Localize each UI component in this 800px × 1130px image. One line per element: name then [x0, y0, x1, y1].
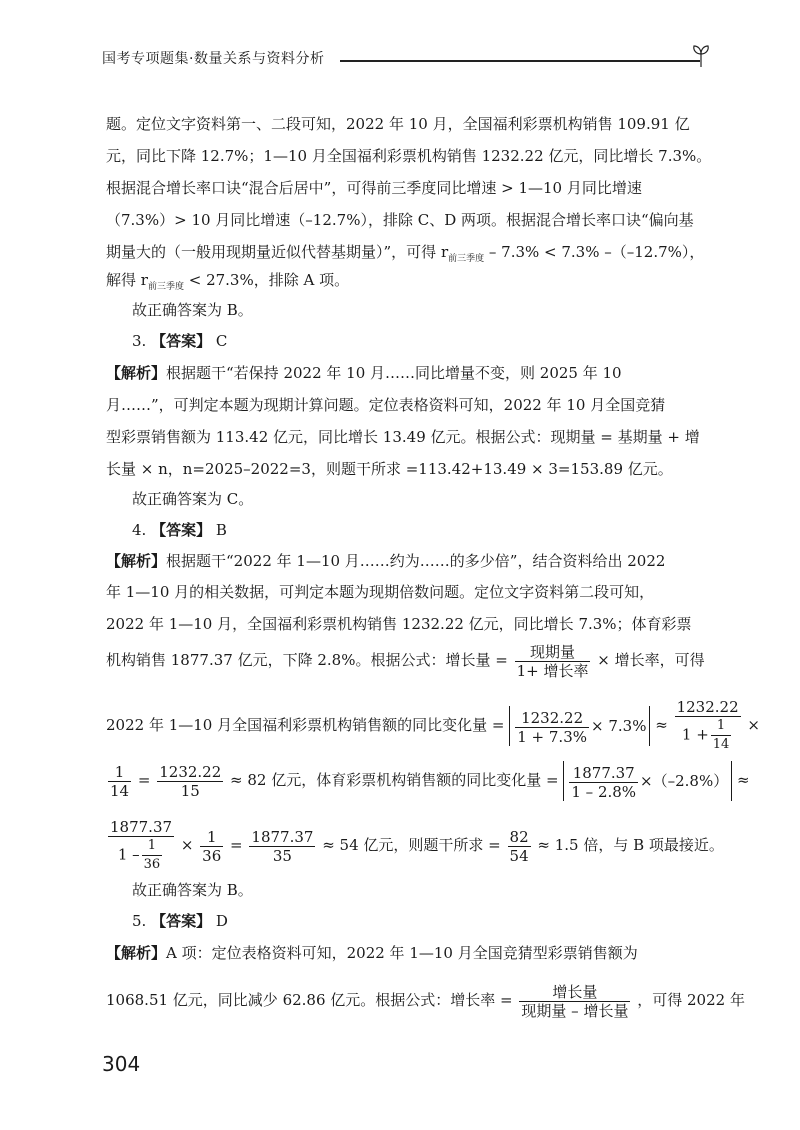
text-span: × 增长率，可得 — [597, 651, 705, 669]
fraction — [569, 764, 638, 801]
numerator: 增长量 — [519, 983, 630, 1002]
text-span: ，可得 2022 年 — [637, 991, 745, 1009]
text-span: × — [180, 836, 194, 854]
formula-line — [106, 642, 705, 680]
text-span: ≈ — [737, 771, 750, 789]
text-span: ×（–2.8%） — [640, 772, 729, 790]
fraction — [675, 698, 741, 754]
fraction — [200, 828, 223, 865]
text-span: < 27.3%，排除 A 项。 — [183, 271, 350, 289]
fraction — [515, 709, 589, 746]
text-line: 型彩票销售额为 113.42 亿元，同比增长 13.49 亿元。根据公式：现期量 = 基期量 + 增 — [106, 428, 700, 446]
text-span: 解得 r — [106, 271, 148, 289]
analysis-label: 【解析】 — [106, 552, 167, 570]
text-line: 年 1—10 月的相关数据，可判定本题为现期倍数问题。定位文字资料第二段可知， — [106, 583, 655, 601]
numerator: 现期量 — [515, 643, 591, 662]
numerator: 1 — [711, 717, 732, 736]
absolute-value — [563, 761, 732, 801]
answer-line — [132, 520, 227, 540]
formula-line — [106, 818, 724, 874]
question-number: 5. — [132, 912, 147, 930]
answer-label: 【答案】 — [151, 332, 212, 350]
text-line: 月……”，可判定本题为现期计算问题。定位表格资料可知，2022 年 10 月全国竞猜 — [106, 396, 666, 414]
absolute-value — [509, 706, 650, 746]
header-title: 国考专项题集·数量关系与资料分析 — [102, 51, 325, 67]
conclusion-text: 故正确答案为 B。 — [132, 881, 253, 899]
numerator: 1232.22 — [515, 709, 589, 728]
denominator: 1 – 2.8% — [571, 782, 637, 801]
fraction — [108, 763, 131, 800]
text-span: ≈ 54 亿元，则题干所求 = — [322, 836, 501, 854]
text-span: ≈ 82 亿元，体育彩票机构销售额的同比变化量 = — [230, 771, 559, 789]
text-span: 2022 年 1—10 月全国福利彩票机构销售额的同比变化量 = — [106, 716, 505, 734]
text-span: 1 + — [681, 725, 709, 744]
answer-line — [132, 331, 227, 351]
fraction — [108, 818, 174, 874]
text-span: 机构销售 1877.37 亿元，下降 2.8%。根据公式：增长量 = — [106, 651, 508, 669]
formula-line — [106, 698, 760, 754]
numerator: 1 — [108, 763, 131, 782]
text-line: 元，同比下降 12.7%；1—10 月全国福利彩票机构销售 1232.22 亿元，同比增长 7.3%。 — [106, 147, 712, 165]
subscript: 前三季度 — [147, 282, 184, 292]
numerator: 1877.37 — [110, 818, 173, 836]
text-line: 长量 × n，n=2025–2022=3，则题干所求 =113.42+13.49 × 3=153.89 亿元。 — [106, 460, 673, 478]
text-span: 根据题干“若保持 2022 年 10 月……同比增量不变，则 2025 年 10 — [166, 364, 622, 382]
denominator: 1 + 7.3% — [517, 727, 587, 746]
text-span: 1068.51 亿元，同比减少 62.86 亿元。根据公式：增长率 = — [106, 991, 513, 1009]
text-span: 期量大的（一般用现期量近似代替基期量）”，可得 r — [106, 243, 449, 261]
denominator — [675, 717, 741, 754]
answer-value: C — [215, 332, 228, 350]
text-line — [106, 943, 638, 963]
denominator: 35 — [272, 846, 292, 865]
denominator: 36 — [202, 846, 222, 865]
fraction — [142, 837, 163, 874]
running-header — [102, 44, 712, 74]
denominator: 36 — [143, 857, 161, 872]
denominator: 15 — [180, 781, 200, 800]
numerator: 1877.37 — [251, 827, 314, 846]
analysis-label: 【解析】 — [106, 944, 167, 962]
sprout-icon — [690, 44, 712, 68]
denominator: 1+ 增长率 — [516, 661, 589, 680]
numerator: 1 — [200, 828, 223, 847]
header-rule — [340, 60, 700, 62]
conclusion-text: 故正确答案为 C。 — [132, 490, 254, 508]
formula-line — [106, 760, 750, 801]
text-line: （7.3%）> 10 月同比增速（–12.7%），排除 C、D 两项。根据混合增长率口诀“偏向基 — [106, 211, 694, 229]
numerator: 1877.37 — [569, 764, 638, 783]
text-span: = — [230, 836, 243, 854]
page-number: 304 — [102, 1052, 141, 1076]
answer-label: 【答案】 — [151, 521, 212, 539]
answer-label: 【答案】 — [151, 912, 212, 930]
text-line — [106, 551, 665, 571]
text-line: 2022 年 1—10 月，全国福利彩票机构销售 1232.22 亿元，同比增长 7.3%；体育彩票 — [106, 615, 692, 633]
text-line — [106, 242, 704, 269]
text-line — [106, 363, 622, 383]
text-span: × — [747, 716, 760, 734]
text-span: ≈ 1.5 倍，与 B 项最接近。 — [537, 836, 724, 854]
text-line: 题。定位文字资料第一、二段可知，2022 年 10 月，全国福利彩票机构销售 109.91 亿 — [106, 115, 690, 133]
denominator — [108, 837, 174, 874]
analysis-label: 【解析】 — [106, 364, 167, 382]
question-number: 4. — [132, 521, 147, 539]
fraction — [508, 828, 531, 865]
answer-value: D — [215, 912, 228, 930]
fraction — [249, 828, 315, 865]
text-span: A 项：定位表格资料可知，2022 年 1—10 月全国竞猜型彩票销售额为 — [166, 944, 638, 962]
conclusion-text: 故正确答案为 B。 — [132, 301, 253, 319]
question-number: 3. — [132, 332, 147, 350]
text-span: 根据题干“2022 年 1—10 月……约为……的多少倍”，结合资料给出 2022 — [166, 552, 666, 570]
denominator: 54 — [509, 846, 529, 865]
formula-line — [106, 980, 745, 1020]
denominator: 现期量 – 增长量 — [521, 1001, 629, 1020]
answer-value: B — [215, 521, 227, 539]
fraction — [157, 763, 223, 800]
answer-line — [132, 911, 228, 931]
fraction — [519, 983, 630, 1020]
fraction — [711, 717, 732, 754]
numerator: 1232.22 — [676, 698, 739, 716]
text-line: 根据混合增长率口诀“混合后居中”，可得前三季度同比增速 > 1—10 月同比增速 — [106, 179, 642, 197]
denominator: 14 — [110, 781, 130, 800]
subscript: 前三季度 — [448, 254, 485, 264]
fraction — [515, 643, 591, 680]
text-line — [106, 270, 349, 297]
text-span: 1 – — [117, 845, 140, 864]
text-span: – 7.3% < 7.3% –（–12.7%）， — [484, 243, 705, 261]
text-span: × 7.3% — [591, 717, 647, 735]
numerator: 1 — [142, 837, 163, 856]
denominator: 14 — [712, 737, 730, 752]
text-span: = — [137, 771, 151, 789]
numerator: 1232.22 — [159, 762, 222, 781]
numerator: 82 — [509, 827, 529, 846]
text-span: ≈ — [655, 716, 668, 734]
